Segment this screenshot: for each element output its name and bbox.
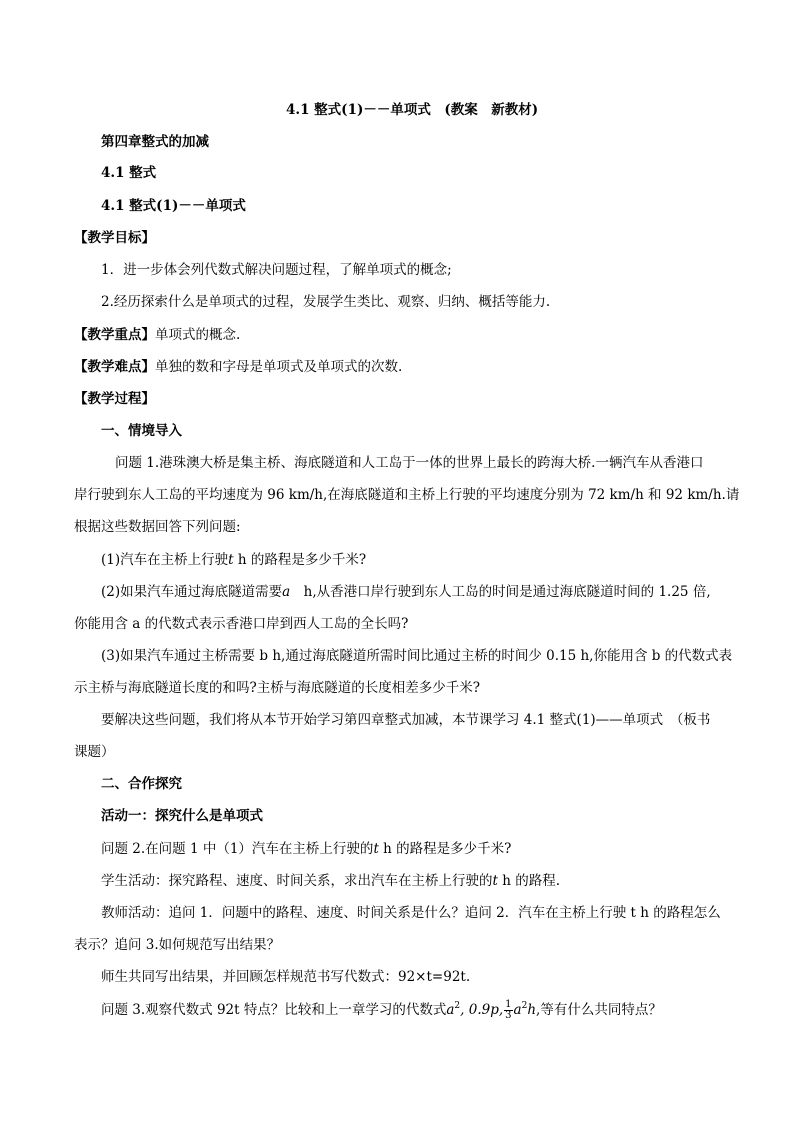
intro-line-2: 课题） xyxy=(74,744,115,760)
difficulty-line xyxy=(74,358,402,376)
intro-line-1: 要解决这些问题，我们将从本节开始学习第四章整式加减，本节课学习 4.1 整式(1)——单项式 （板书 xyxy=(101,712,711,728)
process-heading: 【教学过程】 xyxy=(74,391,155,407)
goal-item-1: 1．进一步体会列代数式解决问题过程，了解单项式的概念; xyxy=(101,262,452,278)
teacher-activity-line-2: 表示？追问 3.如何规范写出结果？ xyxy=(74,937,281,953)
section-heading: 4.1 整式 xyxy=(101,165,157,181)
fraction-one-third: $\frac{1}{3}$ xyxy=(505,999,512,1021)
together-line: 师生共同写出结果，并回顾怎样规范书写代数式：92×t=92t. xyxy=(101,969,471,985)
key-point-label: 【教学重点】 xyxy=(74,327,155,343)
var-t: t xyxy=(228,552,234,568)
q1-line-3: 根据这些数据回答下列问题: xyxy=(74,519,241,535)
question-3: 问题 3.观察代数式 92t 特点？比较和上一章学习的代数式$a^2$, 0.9p, $\frac{1}{3}$ $a^2h$,等有什么共同特点？ xyxy=(101,999,662,1021)
sub-question-2-line-2: 你能用含 a 的代数式表示香港口岸到西人工岛的全长吗? xyxy=(74,616,409,632)
difficulty-text: 单独的数和字母是单项式及单项式的次数. xyxy=(155,359,403,375)
goal-item-2: 2.经历探索什么是单项式的过程，发展学生类比、观察、归纳、概括等能力. xyxy=(101,294,551,310)
sub-question-3-line-2: 示主桥与海底隧道长度的和吗?主桥与海底隧道的长度相差多少千米? xyxy=(74,680,480,696)
var-t: t xyxy=(492,873,498,889)
key-point-line xyxy=(74,326,240,344)
activity-1-heading: 活动一：探究什么是单项式 xyxy=(101,808,263,824)
question-2: 问题 2.在问题 1 中（1）汽车在主桥上行驶的t h 的路程是多少千米? xyxy=(101,841,512,857)
page-title: 4.1 整式(1)－－单项式 (教案 新教材) xyxy=(286,102,539,118)
chapter-heading: 第四章整式的加减 xyxy=(101,134,209,150)
part1-heading: 一、情境导入 xyxy=(101,423,182,439)
key-point-text: 单项式的概念. xyxy=(155,327,241,343)
student-activity: 学生活动：探究路程、速度、时间关系，求出汽车在主桥上行驶的t h 的路程. xyxy=(101,873,561,889)
sub-question-1: (1)汽车在主桥上行驶t h 的路程是多少千米? xyxy=(101,552,367,568)
teacher-activity-line-1: 教师活动：追问 1．问题中的路程、速度、时间关系是什么？追问 2．汽车在主桥上行驶 t h 的路程怎么 xyxy=(101,905,721,921)
goals-heading: 【教学目标】 xyxy=(74,230,155,246)
subsection-heading: 4.1 整式(1)－－单项式 xyxy=(101,198,246,214)
q1-line-2: 岸行驶到东人工岛的平均速度为 96 km/h,在海底隧道和主桥上行驶的平均速度分别为 72 km/h 和 92 km/h.请 xyxy=(74,487,740,503)
difficulty-label: 【教学难点】 xyxy=(74,359,155,375)
var-t: t xyxy=(373,841,379,857)
part2-heading: 二、合作探究 xyxy=(101,776,182,792)
q1-line-1: 问题 1.港珠澳大桥是集主桥、海底隧道和人工岛于一体的世界上最长的跨海大桥.一辆汽车从香港口 xyxy=(115,455,704,471)
sub-question-2: (2)如果汽车通过海底隧道需要a h,从香港口岸行驶到东人工岛的时间是通过海底隧道时间的 1.25 倍, xyxy=(101,584,711,600)
sub-question-3-line-1: (3)如果汽车通过主桥需要 b h,通过海底隧道所需时间比通过主桥的时间少 0.15 h,你能用含 b 的代数式表 xyxy=(101,648,733,664)
var-a: a xyxy=(282,584,291,600)
